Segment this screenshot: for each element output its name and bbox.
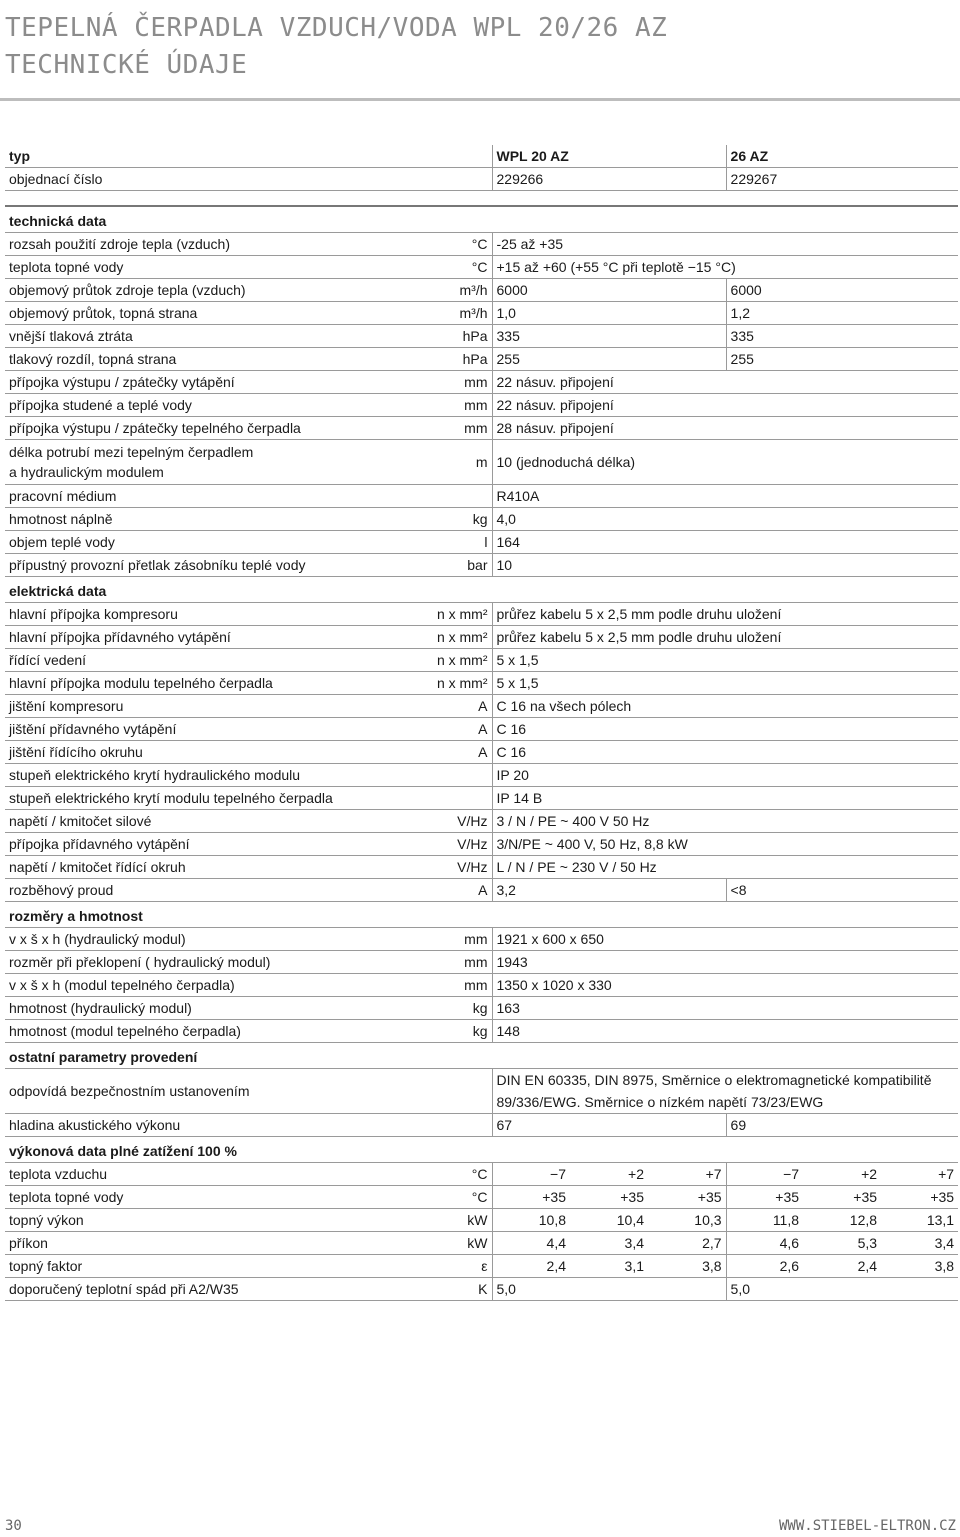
spec-label: rozměr při překlopení ( hydraulický modul): [5, 951, 417, 974]
perf-value: 5,3: [803, 1232, 881, 1255]
spec-row: [5, 764, 958, 787]
perf-value: 4,4: [492, 1232, 570, 1255]
model-2-name: 26 AZ: [726, 145, 958, 168]
performance-row: [5, 1232, 958, 1255]
perf-value: +35: [570, 1186, 648, 1209]
spec-value: +15 až +60 (+55 °C při teplotě −15 °C): [492, 256, 958, 279]
spec-label: hlavní přípojka modulu tepelného čerpadla: [5, 672, 417, 695]
spec-label: přípustný provozní přetlak zásobníku teplé vody: [5, 554, 417, 577]
spec-value: 5 x 1,5: [492, 649, 958, 672]
model-header-row: [5, 145, 958, 168]
perf-label: teplota topné vody: [5, 1186, 417, 1209]
spec-value-1: 1,0: [492, 302, 726, 325]
spec-row: [5, 879, 958, 902]
spec-row: [5, 787, 958, 810]
spec-row: [5, 325, 958, 348]
order-number-row: [5, 168, 958, 191]
spec-row: [5, 1114, 958, 1137]
spec-unit: bar: [417, 554, 492, 577]
perf-value: −7: [726, 1163, 803, 1186]
spec-label: objem teplé vody: [5, 531, 417, 554]
spec-label: přípojka výstupu / zpátečky tepelného čerpadla: [5, 417, 417, 440]
spec-unit: °C: [417, 233, 492, 256]
perf-label: teplota vzduchu: [5, 1163, 417, 1186]
perf-value: 11,8: [726, 1209, 803, 1232]
spec-unit: mm: [417, 951, 492, 974]
spec-label: v x š x h (modul tepelného čerpadla): [5, 974, 417, 997]
spec-value-1: 6000: [492, 279, 726, 302]
spec-row: [5, 485, 958, 508]
spec-unit: V/Hz: [417, 810, 492, 833]
spec-value: DIN EN 60335, DIN 8975, Směrnice o elektromagnetické kompatibilitě 89/336/EWG. Směrnice o nízkém napětí 73/23/EWG: [492, 1069, 958, 1114]
spec-row: [5, 603, 958, 626]
spec-row: [5, 928, 958, 951]
spec-unit: A: [417, 741, 492, 764]
spec-row: [5, 279, 958, 302]
page-title: [5, 10, 667, 84]
spec-label: hlavní přípojka kompresoru: [5, 603, 417, 626]
section-header: [5, 206, 958, 233]
perf-unit: ε: [417, 1255, 492, 1278]
spec-label: jištění přídavného vytápění: [5, 718, 417, 741]
perf-unit: kW: [417, 1232, 492, 1255]
spec-table: [5, 145, 958, 1301]
spec-row: [5, 233, 958, 256]
spec-label: vnější tlaková ztráta: [5, 325, 417, 348]
spec-label: hladina akustického výkonu: [5, 1114, 417, 1137]
spec-row: [5, 417, 958, 440]
perf-value: +7: [648, 1163, 726, 1186]
spec-unit: m³/h: [417, 279, 492, 302]
spec-value: IP 20: [492, 764, 958, 787]
perf-label: příkon: [5, 1232, 417, 1255]
perf-value: 10,4: [570, 1209, 648, 1232]
spec-row: [5, 856, 958, 879]
spec-unit: mm: [417, 371, 492, 394]
spec-value: 164: [492, 531, 958, 554]
spec-value: průřez kabelu 5 x 2,5 mm podle druhu uložení: [492, 603, 958, 626]
perf-value: +2: [570, 1163, 648, 1186]
spec-label: [5, 440, 417, 485]
spec-label-line-1: délka potrubí mezi tepelným čerpadlem: [9, 444, 254, 460]
spec-value-1: 67: [492, 1114, 726, 1137]
perf-value: +7: [881, 1163, 958, 1186]
spec-unit: n x mm²: [417, 626, 492, 649]
spec-label: teplota topné vody: [5, 256, 417, 279]
perf-value: 2,6: [726, 1255, 803, 1278]
spec-label-line-2: a hydraulickým modulem: [9, 464, 164, 480]
spec-label: stupeň elektrického krytí modulu tepelného čerpadla: [5, 787, 417, 810]
spec-row: [5, 649, 958, 672]
perf-value: 2,4: [803, 1255, 881, 1278]
perf-value: 2,4: [492, 1255, 570, 1278]
spec-unit: n x mm²: [417, 672, 492, 695]
spec-label: objemový průtok, topná strana: [5, 302, 417, 325]
spec-unit: m: [417, 440, 492, 485]
perf-value: 12,8: [803, 1209, 881, 1232]
spec-row: [5, 554, 958, 577]
section-header: [5, 1137, 958, 1163]
perf-value: 3,4: [570, 1232, 648, 1255]
spec-label: odpovídá bezpečnostním ustanovením: [5, 1069, 417, 1114]
section-title: výkonová data plné zatížení 100 %: [5, 1137, 958, 1163]
spec-label: řídící vedení: [5, 649, 417, 672]
spec-value: C 16: [492, 718, 958, 741]
perf-value: +35: [492, 1186, 570, 1209]
title-line-1: TEPELNÁ ČERPADLA VZDUCH/VODA WPL 20/26 AZ: [5, 13, 668, 43]
spec-value: průřez kabelu 5 x 2,5 mm podle druhu uložení: [492, 626, 958, 649]
order-label: objednací číslo: [5, 168, 492, 191]
spec-value: 10: [492, 554, 958, 577]
spec-unit: kg: [417, 508, 492, 531]
spec-label: hlavní přípojka přídavného vytápění: [5, 626, 417, 649]
spec-unit: m³/h: [417, 302, 492, 325]
spec-value: 3/N/PE ~ 400 V, 50 Hz, 8,8 kW: [492, 833, 958, 856]
spec-value: 1943: [492, 951, 958, 974]
perf-value-2: 5,0: [726, 1278, 958, 1301]
title-line-2: TECHNICKÉ ÚDAJE: [5, 50, 248, 80]
spec-value: 22 násuv. připojení: [492, 371, 958, 394]
spec-value-1: 255: [492, 348, 726, 371]
spec-unit: A: [417, 718, 492, 741]
spec-label: napětí / kmitočet řídící okruh: [5, 856, 417, 879]
spec-value-2: 335: [726, 325, 958, 348]
spec-row: [5, 302, 958, 325]
spec-row: [5, 440, 958, 485]
spec-label: přípojka výstupu / zpátečky vytápění: [5, 371, 417, 394]
spec-unit: [417, 1114, 492, 1137]
section-header: [5, 902, 958, 928]
perf-label: topný výkon: [5, 1209, 417, 1232]
page-number: 30: [5, 1518, 22, 1534]
spec-row: [5, 1069, 958, 1114]
perf-unit: kW: [417, 1209, 492, 1232]
spec-unit: [417, 787, 492, 810]
spec-unit: hPa: [417, 325, 492, 348]
spec-value: 22 násuv. připojení: [492, 394, 958, 417]
perf-value: −7: [492, 1163, 570, 1186]
perf-value: 2,7: [648, 1232, 726, 1255]
spec-value: 4,0: [492, 508, 958, 531]
section-title: ostatní parametry provedení: [5, 1043, 958, 1069]
perf-value: 3,4: [881, 1232, 958, 1255]
spec-unit: kg: [417, 1020, 492, 1043]
perf-unit: °C: [417, 1186, 492, 1209]
spec-label: rozběhový proud: [5, 879, 417, 902]
section-header: [5, 577, 958, 603]
order-number-1: 229266: [492, 168, 726, 191]
perf-value: 3,1: [570, 1255, 648, 1278]
model-1-name: WPL 20 AZ: [492, 145, 726, 168]
perf-value: 4,6: [726, 1232, 803, 1255]
spec-row: [5, 348, 958, 371]
spec-row: [5, 974, 958, 997]
spec-label: objemový průtok zdroje tepla (vzduch): [5, 279, 417, 302]
perf-value: +35: [726, 1186, 803, 1209]
typ-label: typ: [5, 145, 492, 168]
spec-label: rozsah použití zdroje tepla (vzduch): [5, 233, 417, 256]
spec-unit: °C: [417, 256, 492, 279]
spec-unit: V/Hz: [417, 833, 492, 856]
spec-label: jištění kompresoru: [5, 695, 417, 718]
spec-row: [5, 695, 958, 718]
spec-value: IP 14 B: [492, 787, 958, 810]
spec-row: [5, 394, 958, 417]
spec-row: [5, 626, 958, 649]
spec-label: přípojka přídavného vytápění: [5, 833, 417, 856]
spec-row: [5, 531, 958, 554]
spec-value: R410A: [492, 485, 958, 508]
spec-unit: mm: [417, 974, 492, 997]
spec-value-2: 1,2: [726, 302, 958, 325]
order-number-2: 229267: [726, 168, 958, 191]
spec-value: C 16 na všech pólech: [492, 695, 958, 718]
spec-label: stupeň elektrického krytí hydraulického modulu: [5, 764, 417, 787]
spec-value-1: 335: [492, 325, 726, 348]
perf-value-1: 5,0: [492, 1278, 726, 1301]
spec-unit: l: [417, 531, 492, 554]
spec-row: [5, 672, 958, 695]
perf-label: topný faktor: [5, 1255, 417, 1278]
spec-row: [5, 741, 958, 764]
spec-unit: mm: [417, 394, 492, 417]
section-title: technická data: [5, 206, 958, 233]
perf-value: 3,8: [881, 1255, 958, 1278]
spec-value: 28 násuv. připojení: [492, 417, 958, 440]
spec-unit: A: [417, 695, 492, 718]
spec-unit: n x mm²: [417, 649, 492, 672]
spec-value: 148: [492, 1020, 958, 1043]
footer-url: WWW.STIEBEL-ELTRON.CZ: [778, 1518, 956, 1534]
perf-value: 10,3: [648, 1209, 726, 1232]
spec-label: hmotnost náplně: [5, 508, 417, 531]
perf-value: +35: [881, 1186, 958, 1209]
performance-row: [5, 1278, 958, 1301]
spec-value: 5 x 1,5: [492, 672, 958, 695]
spec-value: 1921 x 600 x 650: [492, 928, 958, 951]
perf-label: doporučený teplotní spád při A2/W35: [5, 1278, 417, 1301]
spec-unit: [417, 485, 492, 508]
spec-row: [5, 997, 958, 1020]
spec-unit: V/Hz: [417, 856, 492, 879]
spec-table-body: [5, 145, 958, 1301]
spec-row: [5, 1020, 958, 1043]
spec-row: [5, 718, 958, 741]
spec-row: [5, 833, 958, 856]
perf-unit: K: [417, 1278, 492, 1301]
spec-row: [5, 371, 958, 394]
spec-unit: mm: [417, 417, 492, 440]
spec-row: [5, 951, 958, 974]
spec-value: 163: [492, 997, 958, 1020]
performance-row: [5, 1209, 958, 1232]
perf-value: +35: [803, 1186, 881, 1209]
perf-value: +35: [648, 1186, 726, 1209]
spec-value-2: 255: [726, 348, 958, 371]
section-header: [5, 1043, 958, 1069]
perf-value: 13,1: [881, 1209, 958, 1232]
spec-row: [5, 256, 958, 279]
spec-label: napětí / kmitočet silové: [5, 810, 417, 833]
spec-label: pracovní médium: [5, 485, 417, 508]
spec-label: hmotnost (hydraulický modul): [5, 997, 417, 1020]
spec-label: jištění řídícího okruhu: [5, 741, 417, 764]
spec-row: [5, 508, 958, 531]
section-title: elektrická data: [5, 577, 958, 603]
spec-label: v x š x h (hydraulický modul): [5, 928, 417, 951]
spec-unit: [417, 764, 492, 787]
spec-value: -25 až +35: [492, 233, 958, 256]
spec-value-2: 6000: [726, 279, 958, 302]
spec-unit: hPa: [417, 348, 492, 371]
perf-unit: °C: [417, 1163, 492, 1186]
spec-label: tlakový rozdíl, topná strana: [5, 348, 417, 371]
perf-value: +2: [803, 1163, 881, 1186]
spec-unit: mm: [417, 928, 492, 951]
spec-value: 10 (jednoduchá délka): [492, 440, 958, 485]
header-rule: [0, 98, 960, 101]
performance-row: [5, 1255, 958, 1278]
spec-value-2: <8: [726, 879, 958, 902]
perf-value: 3,8: [648, 1255, 726, 1278]
spec-unit: kg: [417, 997, 492, 1020]
spec-value: 1350 x 1020 x 330: [492, 974, 958, 997]
performance-row: [5, 1163, 958, 1186]
section-gap: [5, 191, 958, 207]
spec-label: hmotnost (modul tepelného čerpadla): [5, 1020, 417, 1043]
spec-row: [5, 810, 958, 833]
spec-unit: n x mm²: [417, 603, 492, 626]
spec-value-1: 3,2: [492, 879, 726, 902]
spec-value-2: 69: [726, 1114, 958, 1137]
spec-unit: [417, 1069, 492, 1114]
spec-value: L / N / PE ~ 230 V / 50 Hz: [492, 856, 958, 879]
performance-row: [5, 1186, 958, 1209]
spec-value: C 16: [492, 741, 958, 764]
perf-value: 10,8: [492, 1209, 570, 1232]
spec-unit: A: [417, 879, 492, 902]
spec-value: 3 / N / PE ~ 400 V 50 Hz: [492, 810, 958, 833]
spec-label: přípojka studené a teplé vody: [5, 394, 417, 417]
section-title: rozměry a hmotnost: [5, 902, 958, 928]
